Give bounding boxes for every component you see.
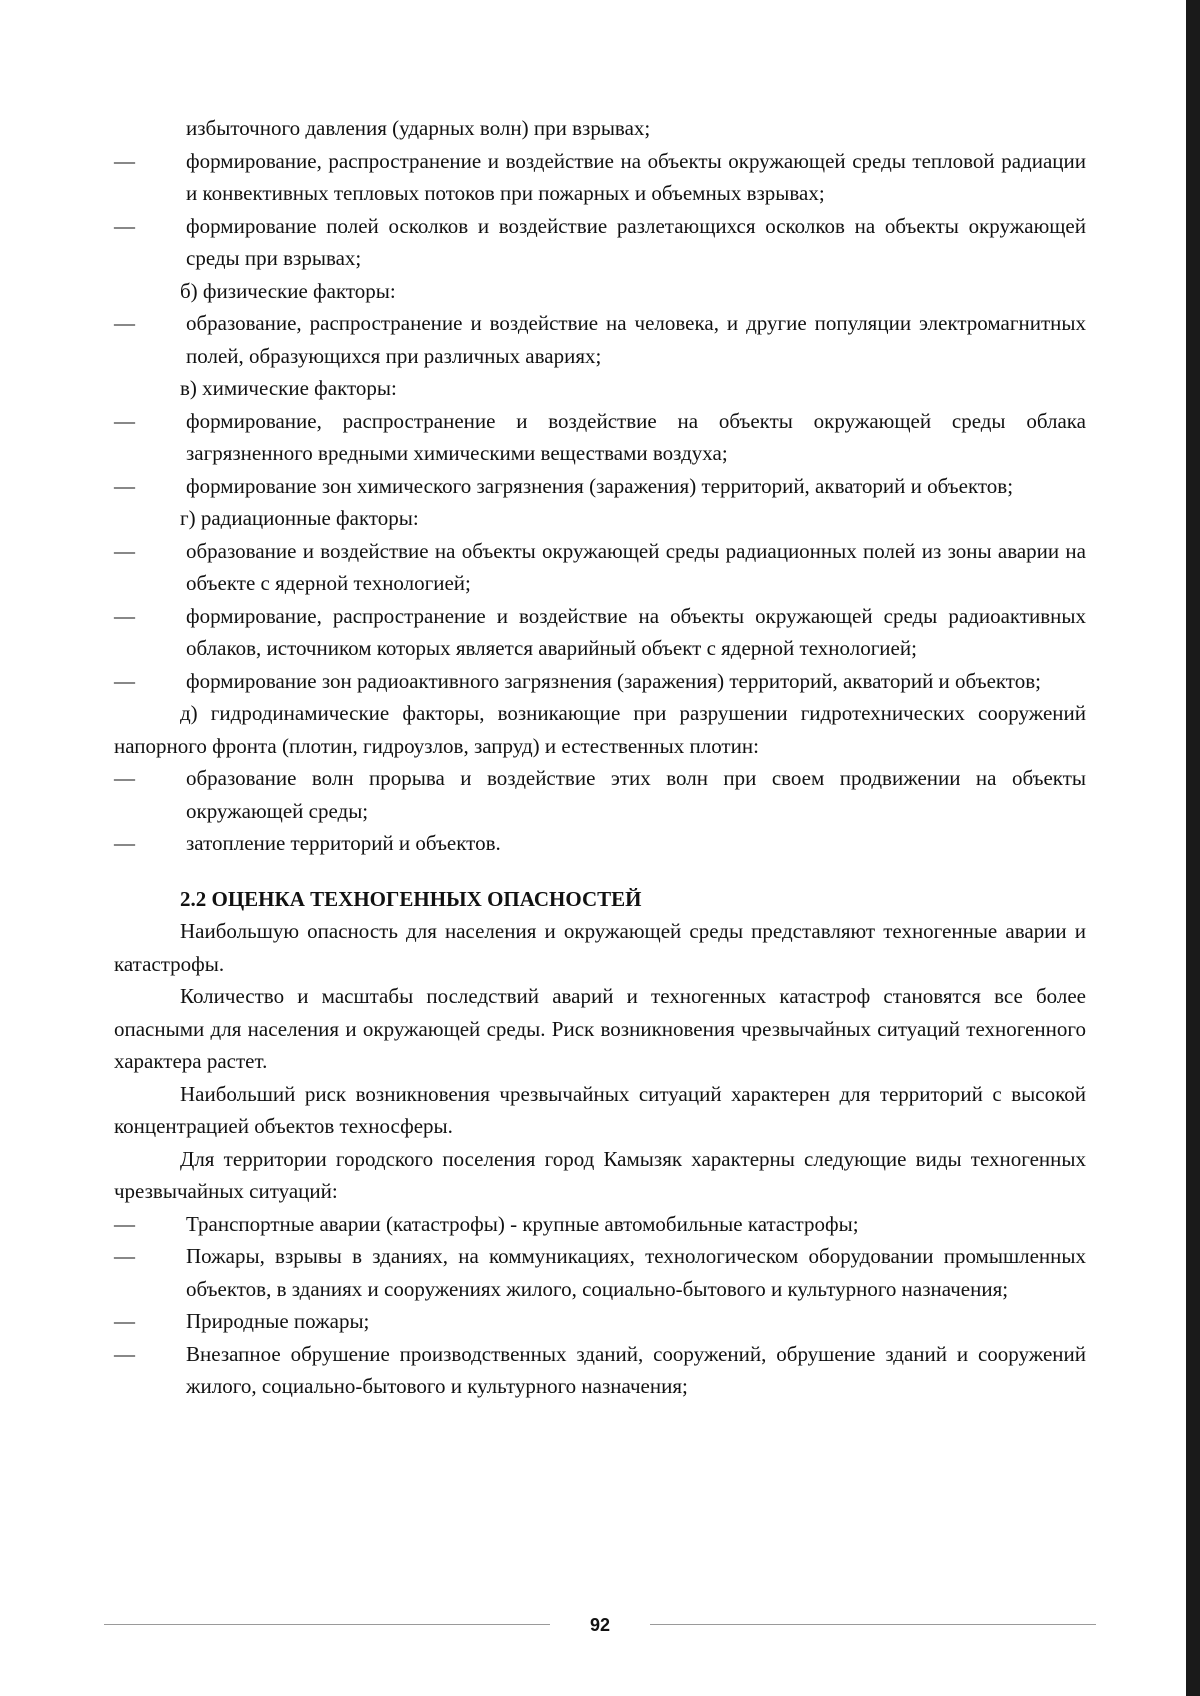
page-edge-shadow: [1186, 0, 1200, 1696]
continued-fragment: избыточного давления (ударных волн) при взрывах;: [186, 116, 651, 140]
list-item-text: формирование, распространение и воздействие на объекты окружающей среды радиоактивных облаков, источником которых является аварийный объект с ядерной технологией;: [186, 603, 1086, 660]
dash-marker: —: [114, 603, 135, 628]
list-item-text: формирование зон радиоактивного загрязнения (заражения) территорий, акваторий и объектов;: [186, 668, 1041, 693]
dash-marker: —: [114, 1244, 135, 1268]
list-item-text: формирование, распространение и воздействие на объекты окружающей среды тепловой радиации и конвективных тепловых потоков при пожарных и объемных взрывах;: [186, 148, 1086, 205]
dash-marker: —: [114, 831, 135, 855]
dash-marker: —: [114, 213, 135, 238]
list-item-text: Транспортные аварии (катастрофы) - крупные автомобильные катастрофы;: [186, 1211, 859, 1236]
list-item-text: Пожары, взрывы в зданиях, на коммуникациях, технологическом оборудовании промышленных объектов, в зданиях и сооружениях жилого, социально-бытового и культурного назначения;: [186, 1244, 1086, 1301]
list-item-text: формирование зон химического загрязнения (заражения) территорий, акваторий и объектов;: [186, 473, 1014, 498]
dash-marker: —: [114, 1341, 135, 1366]
dash-marker: —: [114, 408, 135, 433]
footer-rule-right: [650, 1624, 1096, 1625]
list-item: [114, 1338, 1086, 1403]
list-item: [114, 470, 1086, 503]
list-item: [114, 665, 1086, 698]
bullet-list-b: [114, 307, 1086, 372]
dash-marker: —: [114, 311, 135, 335]
list-item: [114, 1208, 1086, 1241]
subheading-chemical: в) химические факторы:: [180, 376, 397, 400]
bullet-list-a: [114, 145, 1086, 275]
section-title: 2.2 ОЦЕНКА ТЕХНОГЕННЫХ ОПАСНОСТЕЙ: [180, 886, 642, 911]
list-item: [114, 145, 1086, 210]
bullet-list-d: [114, 535, 1086, 698]
list-item: [114, 1305, 1086, 1338]
list-item: [114, 827, 1086, 860]
list-item: [114, 600, 1086, 665]
list-item: [114, 210, 1086, 275]
page-number: 92: [589, 1615, 611, 1635]
list-item-text: затопление территорий и объектов.: [186, 831, 501, 855]
list-item-text: образование волн прорыва и воздействие этих волн при своем продвижении на объекты окружающей среды;: [186, 766, 1086, 823]
list-item-text: Внезапное обрушение производственных зданий, сооружений, обрушение зданий и сооружений жилого, социально-бытового и культурного назначения;: [186, 1341, 1086, 1398]
paragraph: Наибольший риск возникновения чрезвычайных ситуаций характерен для территорий с высокой концентрацией объектов техносферы.: [114, 1081, 1086, 1138]
paragraph: Наибольшую опасность для населения и окружающей среды представляют техногенные аварии и катастрофы.: [114, 919, 1086, 976]
page-footer: [104, 1610, 1096, 1640]
dash-marker: —: [114, 1309, 135, 1333]
list-item-text: образование, распространение и воздействие на человека, и другие популяции электромагнитных полей, образующихся при различных авариях;: [186, 311, 1086, 368]
paragraph: Количество и масштабы последствий аварий и техногенных катастроф становятся все более опасными для населения и окружающей среды. Риск возникновения чрезвычайных ситуаций техногенного характера растет.: [114, 984, 1086, 1073]
dash-marker: —: [114, 766, 135, 790]
dash-marker: —: [114, 473, 135, 498]
list-item: [114, 307, 1086, 372]
list-item-text: образование и воздействие на объекты окружающей среды радиационных полей из зоны аварии на объекте с ядерной технологией;: [186, 538, 1086, 595]
paragraph-hydrodynamic: д) гидродинамические факторы, возникающие при разрушении гидротехнических сооружений напорного фронта (плотин, гидроузлов, запруд) и естественных плотин:: [114, 701, 1086, 758]
list-item: [114, 405, 1086, 470]
list-item-text: Природные пожары;: [186, 1309, 370, 1333]
dash-marker: —: [114, 148, 135, 173]
list-item: [114, 535, 1086, 600]
bullet-list-f: [114, 1208, 1086, 1403]
bullet-list-e: [114, 762, 1086, 860]
dash-marker: —: [114, 668, 135, 693]
bullet-list-c: [114, 405, 1086, 503]
subheading-physical: б) физические факторы:: [180, 278, 396, 303]
dash-marker: —: [114, 1211, 135, 1236]
footer-rule-left: [104, 1624, 550, 1625]
list-item-text: формирование, распространение и воздействие на объекты окружающей среды облака загрязненного вредными химическими веществами воздуха;: [186, 408, 1086, 465]
list-item-text: формирование полей осколков и воздействие разлетающихся осколков на объекты окружающей среды при взрывах;: [186, 213, 1086, 270]
paragraph: Для территории городского поселения город Камызяк характерны следующие виды техногенных чрезвычайных ситуаций:: [114, 1146, 1086, 1203]
page-body: [114, 112, 1086, 1403]
dash-marker: —: [114, 538, 135, 563]
list-item: [114, 1240, 1086, 1305]
list-item: [114, 762, 1086, 827]
subheading-radiation: г) радиационные факторы:: [180, 506, 419, 530]
